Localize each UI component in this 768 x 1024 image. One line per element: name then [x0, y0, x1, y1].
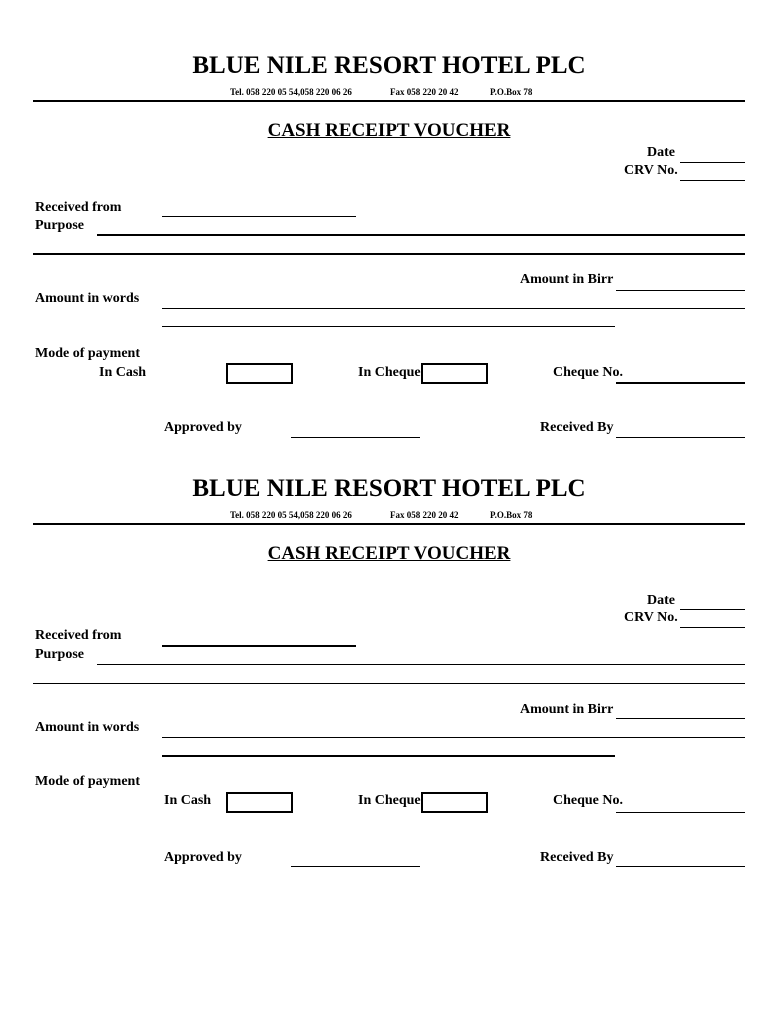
amount-birr-label: Amount in Birr — [520, 272, 614, 287]
amount-words-label: Amount in words — [35, 291, 140, 306]
in-cash-label: In Cash — [164, 793, 212, 808]
company-name: BLUE NILE RESORT HOTEL PLC — [192, 475, 586, 502]
fax-text: Fax 058 220 20 42 — [390, 510, 459, 520]
in-cheque-checkbox[interactable] — [421, 792, 488, 813]
voucher-heading: CASH RECEIPT VOUCHER — [267, 120, 511, 141]
section-divider — [33, 683, 745, 684]
date-label: Date — [647, 145, 675, 160]
voucher-heading: CASH RECEIPT VOUCHER — [267, 543, 511, 564]
header-divider — [33, 523, 745, 525]
received-by-field[interactable] — [616, 866, 745, 867]
crv-number-label: CRV No. — [624, 610, 678, 625]
received-from-label: Received from — [35, 200, 122, 215]
received-from-field[interactable] — [162, 645, 356, 647]
amount-words-field[interactable] — [162, 737, 745, 738]
received-by-label: Received By — [540, 420, 614, 435]
amount-words-field-line-2[interactable] — [162, 755, 615, 757]
amount-words-label: Amount in words — [35, 720, 140, 735]
in-cash-checkbox[interactable] — [226, 792, 293, 813]
approved-by-field[interactable] — [291, 866, 420, 867]
date-field[interactable] — [680, 609, 745, 610]
received-from-label: Received from — [35, 628, 122, 643]
fax-text: Fax 058 220 20 42 — [390, 87, 459, 97]
in-cheque-label: In Cheque — [358, 365, 421, 380]
company-name: BLUE NILE RESORT HOTEL PLC — [192, 52, 586, 79]
received-by-label: Received By — [540, 850, 614, 865]
mode-of-payment-label: Mode of payment — [35, 346, 140, 361]
pobox-text: P.O.Box 78 — [490, 510, 533, 520]
amount-birr-field[interactable] — [616, 718, 745, 719]
cheque-number-field[interactable] — [616, 812, 745, 813]
approved-by-label: Approved by — [164, 420, 242, 435]
cheque-number-label: Cheque No. — [553, 365, 624, 380]
date-label: Date — [647, 593, 675, 608]
crv-number-label: CRV No. — [624, 163, 678, 178]
pobox-text: P.O.Box 78 — [490, 87, 533, 97]
purpose-label: Purpose — [35, 647, 84, 662]
cheque-number-label: Cheque No. — [553, 793, 624, 808]
in-cheque-label: In Cheque — [358, 793, 421, 808]
mode-of-payment-label: Mode of payment — [35, 774, 140, 789]
telephone-text: Tel. 058 220 05 54,058 220 06 26 — [230, 510, 352, 520]
amount-birr-label: Amount in Birr — [520, 702, 614, 717]
purpose-label: Purpose — [35, 218, 84, 233]
telephone-text: Tel. 058 220 05 54,058 220 06 26 — [230, 87, 352, 97]
in-cash-label: In Cash — [99, 365, 147, 380]
crv-number-field[interactable] — [680, 627, 745, 628]
approved-by-label: Approved by — [164, 850, 242, 865]
purpose-field[interactable] — [97, 664, 745, 665]
